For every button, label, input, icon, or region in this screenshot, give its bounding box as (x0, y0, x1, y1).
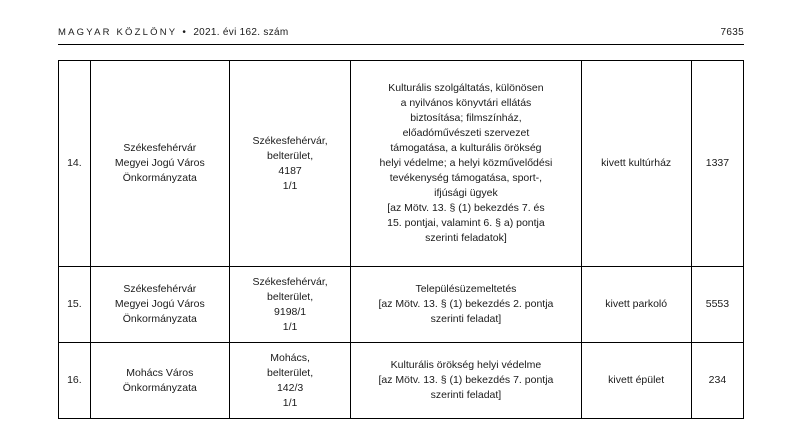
header-bullet: • (182, 27, 187, 38)
purpose-line: biztosítása; filmszínház, (410, 112, 522, 124)
land-cell (229, 343, 351, 419)
purpose-line: előadóművészeti szervezet (402, 127, 530, 139)
owner-line: Önkormányzata (122, 172, 197, 184)
page-number: 7635 (720, 27, 744, 38)
purpose-line: tevékenység támogatása, sport-, (389, 172, 543, 184)
row-number: 16. (59, 343, 91, 419)
purpose-line: szerinti feladatok] (425, 232, 507, 244)
area-cell: 1337 (691, 61, 743, 267)
purpose-line: szerinti feladat] (430, 389, 502, 401)
land-line: 1/1 (282, 179, 298, 192)
table-row (59, 343, 744, 419)
land-line: 1/1 (282, 320, 298, 333)
owner-line: Mohács Város (126, 366, 194, 379)
purpose-line: a nyilvános könyvtári ellátás (400, 97, 532, 109)
issue-label: 2021. évi 162. szám (193, 27, 289, 38)
purpose-line: Kulturális szolgáltatás, különösen (388, 82, 544, 94)
purpose-cell (351, 343, 581, 419)
land-cell (229, 267, 351, 343)
land-line: belterület, (267, 290, 314, 303)
owner-line: Megyei Jogú Város (114, 157, 205, 169)
land-cell (229, 61, 351, 267)
owner-cell (90, 61, 229, 267)
land-line: belterület, (267, 149, 314, 162)
owner-cell (90, 267, 229, 343)
condition-cell: kivett kultúrház (581, 61, 691, 267)
purpose-line: [az Mötv. 13. § (1) bekezdés 2. pontja (378, 298, 554, 310)
land-line: 142/3 (276, 381, 304, 394)
purpose-line: szerinti feladat] (430, 313, 502, 325)
area-cell: 5553 (691, 267, 743, 343)
journal-title: MAGYAR KÖZLÖNY (58, 27, 178, 38)
land-line: belterület, (267, 366, 314, 379)
purpose-cell (351, 61, 581, 267)
owner-line: Székesfehérvár (123, 283, 197, 295)
purpose-line: helyi védelme; a helyi közművelődési (379, 157, 553, 169)
land-line: Székesfehérvár, (252, 275, 328, 288)
land-line: 1/1 (282, 396, 298, 409)
condition-cell: kivett épület (581, 343, 691, 419)
row-number: 15. (59, 267, 91, 343)
owner-line: Székesfehérvár (123, 142, 197, 154)
land-line: Mohács, (270, 351, 310, 364)
row-number: 14. (59, 61, 91, 267)
purpose-line: 15. pontjai, valamint 6. § a) pontja (387, 217, 545, 229)
header-left (58, 27, 289, 38)
land-line: Székesfehérvár, (252, 134, 328, 147)
land-line: 9198/1 (274, 305, 307, 318)
purpose-line: Településüzemeltetés (415, 283, 517, 295)
purpose-line: Kulturális örökség helyi védelme (390, 359, 542, 371)
records-table (58, 60, 744, 419)
purpose-line: [az Mötv. 13. § (1) bekezdés 7. pontja (378, 374, 554, 386)
area-cell: 234 (691, 343, 743, 419)
table-row (59, 61, 744, 267)
purpose-line: ifjúsági ügyek (434, 187, 498, 199)
owner-cell (90, 343, 229, 419)
owner-line: Önkormányzata (122, 313, 197, 325)
condition-cell: kivett parkoló (581, 267, 691, 343)
purpose-cell (351, 267, 581, 343)
purpose-line: [az Mötv. 13. § (1) bekezdés 7. és (387, 202, 545, 214)
page-header (58, 27, 744, 41)
header-rule (58, 44, 744, 45)
owner-line: Megyei Jogú Város (114, 298, 205, 310)
purpose-line: támogatása, a kulturális örökség (390, 142, 542, 154)
table-row (59, 267, 744, 343)
owner-line: Önkormányzata (122, 381, 197, 394)
land-line: 4187 (278, 164, 302, 177)
